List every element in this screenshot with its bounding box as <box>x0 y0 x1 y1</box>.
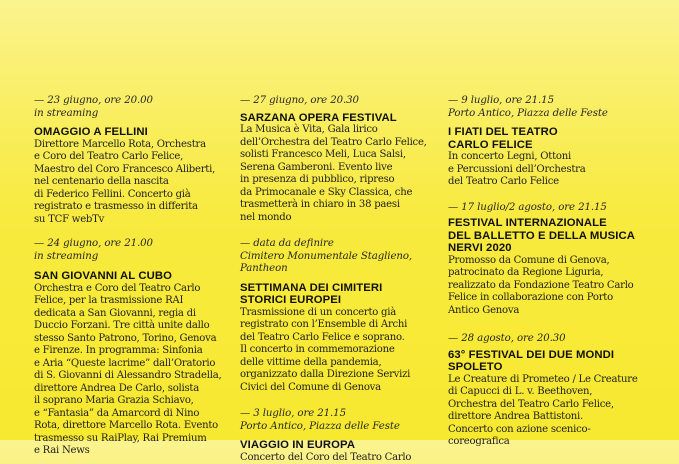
description-line: trasmetterà in chiaro in 38 paesi <box>240 199 445 212</box>
description-line: nel centenario della nascita <box>34 176 234 189</box>
event-description <box>240 124 445 224</box>
description-line: In concerto Legni, Ottoni <box>448 151 674 164</box>
column-1 <box>34 95 234 458</box>
description-line: stesso Santo Patrono, Torino, Genova <box>34 333 234 346</box>
description-line: e “Fantasia” da Amarcord di Nino <box>34 408 234 421</box>
event-title <box>240 282 445 307</box>
description-line: delle vittime della pandemia, <box>240 357 445 370</box>
event-title-line: CARLO FELICE <box>448 139 674 152</box>
description-line: di Federico Fellini. Concerto già <box>34 189 234 202</box>
event-title-line: SAN GIOVANNI AL CUBO <box>34 270 234 283</box>
event-title-line: 63° FESTIVAL DEI DUE MONDI <box>448 349 674 362</box>
event-description <box>240 307 445 395</box>
event-date: — 23 giugno, ore 20.00 <box>34 95 234 108</box>
description-line: su TCF webTv <box>34 214 234 227</box>
event-venue: in streaming <box>34 251 234 264</box>
event-title-line: SARZANA OPERA FESTIVAL <box>240 112 445 125</box>
event-title <box>448 217 674 255</box>
event-description <box>240 452 445 464</box>
description-line: Duccio Forzani. Tre città unite dallo <box>34 320 234 333</box>
event-title <box>34 126 234 139</box>
description-line: Civici del Comune di Genova <box>240 382 445 395</box>
event-venue: in streaming <box>34 108 234 121</box>
description-line: e Rai News <box>34 445 234 458</box>
event-description <box>34 283 234 458</box>
event-title <box>448 349 674 374</box>
description-line: di Capucci di L. v. Beethoven, <box>448 386 674 399</box>
event-title-line: OMAGGIO A FELLINI <box>34 126 234 139</box>
event-venue: Porto Antico, Piazza delle Feste <box>448 108 674 121</box>
description-line: dell’Orchestra del Teatro Carlo Felice, <box>240 137 445 150</box>
description-line: patrocinato da Regione Liguria, <box>448 267 674 280</box>
event-description <box>448 255 674 318</box>
description-line: Direttore Marcello Rota, Orchestra <box>34 139 234 152</box>
description-line: direttore Andrea De Carlo, solista <box>34 383 234 396</box>
description-line: La Musica è Vita, Gala lirico <box>240 124 445 137</box>
description-line: da Primocanale e Sky Classica, che <box>240 187 445 200</box>
event-title-line: SETTIMANA DEI CIMITERI <box>240 282 445 295</box>
event-title-line: STORICI EUROPEI <box>240 294 445 307</box>
event-date: — data da definire <box>240 238 445 251</box>
column-2 <box>240 95 445 464</box>
event-venue: Cimitero Monumentale Staglieno, <box>240 251 445 264</box>
description-line: in presenza di pubblico, ripreso <box>240 174 445 187</box>
description-line: Serena Gamberoni. Evento live <box>240 162 445 175</box>
description-line: e Coro del Teatro Carlo Felice, <box>34 151 234 164</box>
description-line: dedicata a San Giovanni, regia di <box>34 308 234 321</box>
description-line: e Aria “Queste lacrime” dall’Oratorio <box>34 358 234 371</box>
event-title <box>240 439 445 452</box>
event-san-giovanni-al-cubo <box>34 238 234 458</box>
event-date: — 27 giugno, ore 20.30 <box>240 95 445 108</box>
event-date: — 17 luglio/2 agosto, ore 21.15 <box>448 202 674 215</box>
event-title-line: FESTIVAL INTERNAZIONALE <box>448 217 674 230</box>
event-venue-line-2: Pantheon <box>240 263 445 276</box>
description-line: Concerto con azione scenico- <box>448 424 674 437</box>
event-title-line: DEL BALLETTO E DELLA MUSICA <box>448 230 674 243</box>
event-date: — 28 agosto, ore 20.30 <box>448 333 674 346</box>
event-title <box>448 126 674 151</box>
event-viaggio-in-europa <box>240 408 445 464</box>
event-omaggio-a-fellini <box>34 95 234 226</box>
description-line: registrato con l’Ensemble di Archi <box>240 319 445 332</box>
event-title <box>240 112 445 125</box>
event-title-line: SPOLETO <box>448 361 674 374</box>
description-line: realizzato da Fondazione Teatro Carlo <box>448 280 674 293</box>
description-line: Le Creature di Prometeo / Le Creature <box>448 374 674 387</box>
event-i-fiati-del-teatro <box>448 95 674 189</box>
event-festival-due-mondi-spoleto <box>448 333 674 449</box>
description-line: Trasmissione di un concerto già <box>240 307 445 320</box>
event-description <box>448 151 674 189</box>
event-date: — 24 giugno, ore 21.00 <box>34 238 234 251</box>
description-line: nel mondo <box>240 212 445 225</box>
description-line: e Firenze. In programma: Sinfonia <box>34 345 234 358</box>
event-title <box>34 270 234 283</box>
description-line: direttore Andrea Battistoni. <box>448 411 674 424</box>
column-3 <box>448 95 674 449</box>
description-line: Orchestra e Coro del Teatro Carlo <box>34 283 234 296</box>
description-line: organizzato dalla Direzione Servizi <box>240 369 445 382</box>
event-title-line: I FIATI DEL TEATRO <box>448 126 674 139</box>
description-line: Maestro del Coro Francesco Aliberti, <box>34 164 234 177</box>
description-line: Il concerto in commemorazione <box>240 344 445 357</box>
event-date: — 9 luglio, ore 21.15 <box>448 95 674 108</box>
event-date: — 3 luglio, ore 21.15 <box>240 408 445 421</box>
description-line: e Percussioni dell’Orchestra <box>448 164 674 177</box>
event-description <box>448 374 674 449</box>
event-description <box>34 139 234 227</box>
description-line: solisti Francesco Meli, Luca Salsi, <box>240 149 445 162</box>
event-venue: Porto Antico, Piazza delle Feste <box>240 421 445 434</box>
description-line: trasmesso su RaiPlay, Rai Premium <box>34 433 234 446</box>
event-title-line: NERVI 2020 <box>448 242 674 255</box>
description-line: Felice in collaborazione con Porto <box>448 292 674 305</box>
description-line: del Teatro Carlo Felice e soprano. <box>240 332 445 345</box>
description-line: registrato e trasmesso in differita <box>34 201 234 214</box>
event-title-line: VIAGGIO IN EUROPA <box>240 439 445 452</box>
event-sarzana-opera-festival <box>240 95 445 224</box>
description-line: Promosso da Comune di Genova, <box>448 255 674 268</box>
description-line: Antico Genova <box>448 305 674 318</box>
event-settimana-dei-cimiteri <box>240 238 445 394</box>
description-line: di S. Giovanni di Alessandro Stradella, <box>34 370 234 383</box>
description-line: Orchestra del Teatro Carlo Felice, <box>448 399 674 412</box>
description-line: del Teatro Carlo Felice <box>448 176 674 189</box>
description-line: Felice, per la trasmissione RAI <box>34 295 234 308</box>
description-line: il soprano Maria Grazia Schiavo, <box>34 395 234 408</box>
event-festival-balletto-nervi <box>448 202 674 318</box>
description-line: Rota, direttore Marcello Rota. Evento <box>34 420 234 433</box>
description-line: coreografica <box>448 436 674 449</box>
description-line: Concerto del Coro del Teatro Carlo <box>240 452 445 464</box>
